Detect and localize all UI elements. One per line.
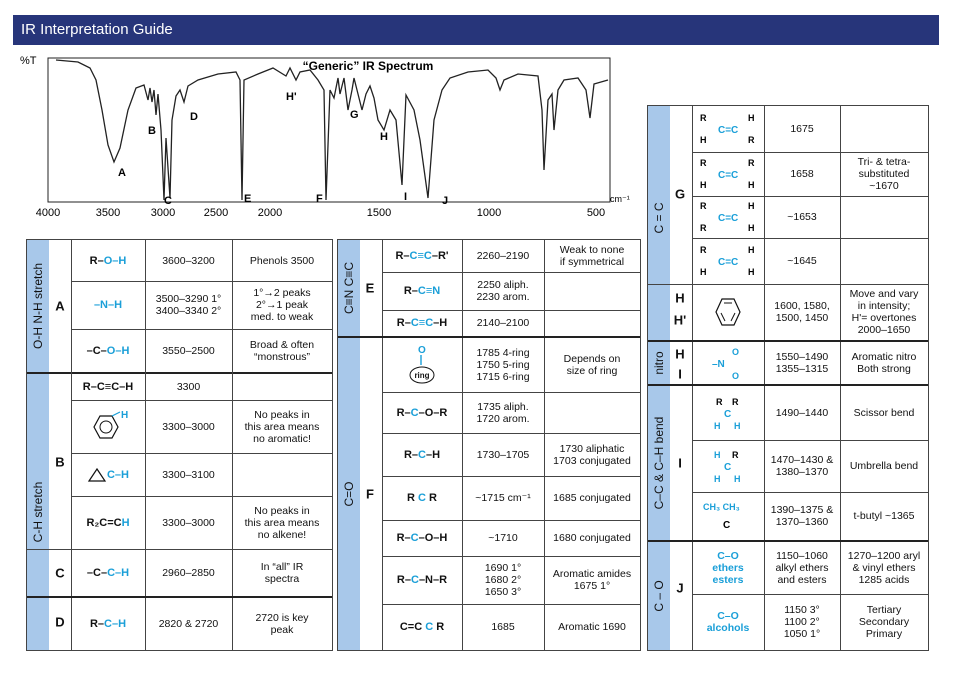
carbonyl-letter: F bbox=[366, 486, 374, 502]
range-amine: 3500–3290 1° 3400–3340 2° bbox=[155, 293, 222, 317]
svg-text:CH₃ CH₃: CH₃ CH₃ bbox=[703, 502, 740, 512]
benzene-icon bbox=[86, 410, 130, 444]
struct-amide: R– C –N–R bbox=[396, 574, 448, 586]
svg-text:H: H bbox=[748, 113, 755, 123]
triple-section-label: C≡N C≡C bbox=[342, 261, 356, 315]
umbrella-bend-icon bbox=[706, 446, 750, 486]
tick-2500: 2500 bbox=[203, 207, 229, 219]
struct-ester: R– C –O–R bbox=[396, 406, 448, 419]
alkene-icon bbox=[696, 111, 760, 147]
svg-text:R: R bbox=[748, 158, 755, 168]
peak-label-h-prime: H' bbox=[286, 91, 297, 103]
triple-letter: E bbox=[365, 280, 375, 296]
note-umbrella: Umbrella bend bbox=[849, 460, 919, 472]
svg-text:R: R bbox=[700, 245, 707, 255]
struct-cis-alkene bbox=[692, 238, 764, 284]
tick-3500: 3500 bbox=[95, 207, 121, 219]
tick-4000: 4000 bbox=[35, 207, 61, 219]
peak-label-c: C bbox=[164, 195, 172, 207]
struct-aromatic-ch bbox=[71, 400, 145, 453]
svg-text:H: H bbox=[121, 409, 129, 421]
tick-2000: 2000 bbox=[257, 207, 283, 219]
struct-ketone: R C R bbox=[407, 492, 437, 504]
struct-vinyl-ch: R₂C=C H bbox=[86, 516, 130, 529]
struct-nitro bbox=[692, 342, 764, 384]
panel-oh-ch bbox=[27, 240, 332, 650]
panel-triple-carbonyl bbox=[338, 240, 640, 650]
note-nitro: Aromatic nitro Both strong bbox=[851, 351, 917, 375]
alkene-letter-g: G bbox=[674, 186, 686, 202]
range-t-butyl: 1390–1375 & 1370–1360 bbox=[770, 504, 834, 528]
svg-text:H: H bbox=[714, 474, 721, 484]
peak-label-f: F bbox=[316, 193, 323, 205]
svg-text:C=C: C=C bbox=[718, 125, 739, 136]
struct-aldehyde-ch: R– C–H bbox=[89, 618, 127, 630]
ch-letter-b: B bbox=[55, 454, 65, 470]
svg-text:R: R bbox=[700, 201, 707, 211]
range-trans-alkene: 1675 bbox=[790, 123, 814, 135]
panel-alkene-nitro-bend-co bbox=[648, 106, 928, 650]
scissor-bend-icon bbox=[706, 393, 750, 433]
svg-text:H: H bbox=[748, 245, 755, 255]
struct-t-butyl bbox=[692, 492, 764, 540]
note-aromatic-ring: Move and vary in intensity; H'= overtones 2000–1650 bbox=[849, 288, 919, 336]
range-aldehyde-ch: 2820 & 2720 bbox=[158, 618, 219, 630]
peak-label-i: I bbox=[404, 191, 408, 203]
range-carboxylic-acid: 3550–2500 bbox=[162, 344, 215, 357]
page-title: IR Interpretation Guide bbox=[21, 21, 173, 38]
alkene-letter-h-prime: H' bbox=[673, 312, 687, 328]
note-alkyl-ch: In “all” IR spectra bbox=[260, 560, 304, 585]
struct-alkyl-ch: –C– C–H bbox=[86, 566, 130, 579]
alkene-icon bbox=[696, 156, 760, 192]
svg-text:H: H bbox=[700, 267, 707, 277]
nitro-section-label: nitro bbox=[652, 351, 666, 375]
range-terminal-alkyne: 3300 bbox=[176, 381, 201, 393]
cyclopropane-icon bbox=[87, 467, 107, 483]
note-vinyl-ch: No peaks in this area means no alkene! bbox=[244, 504, 320, 541]
range-ester: 1735 aliph. 1720 arom. bbox=[476, 400, 530, 425]
ir-spectrum bbox=[18, 50, 630, 230]
range-ethers-esters: 1150–1060 alkyl ethers and esters bbox=[775, 550, 829, 586]
range-aromatic-ch: 3300–3000 bbox=[162, 420, 215, 433]
svg-text:H: H bbox=[734, 474, 741, 484]
spectrum-unit: cm⁻¹ bbox=[610, 194, 630, 204]
note-ketone: 1685 conjugated bbox=[553, 492, 631, 504]
peak-label-h: H bbox=[380, 131, 388, 143]
spectrum-ylabel: %T bbox=[20, 55, 37, 67]
range-nitrile: 2250 aliph. 2230 arom. bbox=[476, 279, 530, 303]
alkene-section-label: C = C bbox=[652, 202, 666, 234]
note-cyclic-ketone: Depends on size of ring bbox=[563, 353, 621, 377]
svg-text:R: R bbox=[700, 223, 707, 233]
oh-section-label: O-H N-H stretch bbox=[31, 262, 45, 350]
oh-letter: A bbox=[55, 298, 65, 314]
note-scissor: Scissor bend bbox=[853, 407, 915, 419]
range-internal-alkyne: 2260–2190 bbox=[476, 250, 530, 262]
svg-text:R: R bbox=[732, 450, 739, 460]
range-cis-alkene: ~1645 bbox=[787, 255, 817, 267]
note-internal-alkyne: Weak to none if symmetrical bbox=[559, 244, 625, 268]
t-butyl-icon bbox=[701, 496, 755, 536]
peak-label-b: B bbox=[148, 125, 156, 137]
struct-geminal-alkene bbox=[692, 196, 764, 238]
ring-ketone-icon bbox=[402, 343, 442, 387]
nitro-icon bbox=[708, 345, 748, 381]
struct-trans-alkene bbox=[692, 106, 764, 152]
svg-text:C=C: C=C bbox=[718, 213, 739, 224]
struct-ethers-esters: C–O ethers esters bbox=[712, 550, 744, 586]
svg-text:H: H bbox=[734, 421, 741, 431]
svg-text:H: H bbox=[700, 180, 707, 190]
svg-text:–N: –N bbox=[712, 359, 725, 370]
peak-label-d: D bbox=[190, 111, 198, 123]
svg-text:ring: ring bbox=[414, 371, 430, 380]
alkene-icon bbox=[696, 243, 760, 279]
peak-label-a: A bbox=[118, 167, 126, 179]
note-alcohols: Tertiary Secondary Primary bbox=[858, 604, 910, 640]
struct-carboxylic-acid: –C– O–H bbox=[86, 344, 130, 357]
tick-1500: 1500 bbox=[366, 207, 392, 219]
svg-text:H: H bbox=[748, 201, 755, 211]
range-trisubstituted-alkene: 1658 bbox=[790, 168, 814, 180]
range-cyclopropane-ch: 3300–3100 bbox=[162, 468, 215, 481]
svg-text:O: O bbox=[418, 345, 426, 356]
title-bar bbox=[13, 15, 939, 45]
struct-alcohol: R– O–H bbox=[89, 254, 127, 267]
svg-text:H: H bbox=[714, 421, 721, 431]
svg-text:H: H bbox=[700, 135, 707, 145]
note-trisubstituted-alkene: Tri- & tetra- substituted ~1670 bbox=[857, 156, 911, 192]
range-umbrella: 1470–1430 & 1380–1370 bbox=[770, 454, 834, 478]
range-alkyl-ch: 2960–2850 bbox=[162, 566, 215, 579]
peak-label-e: E bbox=[244, 193, 252, 205]
struct-enone: C=C C R bbox=[399, 621, 445, 633]
tick-500: 500 bbox=[586, 207, 606, 219]
note-carboxylic-acid: Broad & often “monstrous” bbox=[249, 338, 315, 363]
range-enone: 1685 bbox=[491, 621, 515, 633]
svg-text:H: H bbox=[714, 450, 721, 460]
bend-section-label: C–C & C–H bend bbox=[652, 416, 666, 510]
svg-text:O: O bbox=[732, 347, 740, 357]
note-aldehyde-ch: 2720 is key peak bbox=[255, 612, 309, 636]
svg-text:R: R bbox=[700, 158, 707, 168]
alkene-icon bbox=[696, 199, 760, 235]
struct-aldehyde: R– C –H bbox=[403, 448, 441, 461]
range-aromatic-ring: 1600, 1580, 1500, 1450 bbox=[774, 300, 830, 324]
struct-aromatic-ring bbox=[692, 284, 764, 340]
bend-letter: I bbox=[678, 455, 682, 471]
svg-text:C: C bbox=[724, 462, 732, 473]
note-aromatic-ch: No peaks in this area means no aromatic! bbox=[244, 408, 320, 445]
svg-text:R: R bbox=[732, 397, 739, 407]
ch-letter-c: C bbox=[55, 565, 65, 581]
svg-text:C=C: C=C bbox=[718, 257, 739, 268]
svg-text:H: H bbox=[748, 223, 755, 233]
spectrum-trace bbox=[56, 60, 608, 200]
range-nitro: 1550–1490 1355–1315 bbox=[775, 351, 829, 375]
alkene-letter-h: H bbox=[675, 290, 685, 306]
range-alcohols: 1150 3° 1100 2° 1050 1° bbox=[783, 604, 821, 640]
note-t-butyl: t-butyl ~1365 bbox=[853, 510, 915, 522]
struct-carboxylic-acid-co: R– C –O–H bbox=[396, 532, 448, 544]
struct-trisubstituted-alkene bbox=[692, 152, 764, 196]
tick-3000: 3000 bbox=[150, 207, 176, 219]
range-cyclic-ketone: 1785 4-ring 1750 5-ring 1715 6-ring bbox=[476, 347, 530, 383]
carbonyl-section-label: C=O bbox=[342, 481, 356, 507]
svg-text:R: R bbox=[716, 397, 723, 407]
struct-internal-alkyne: R– C≡C –R' bbox=[395, 250, 449, 262]
svg-text:C: C bbox=[724, 409, 732, 420]
range-carboxylic-acid-co: ~1710 bbox=[488, 532, 518, 544]
svg-text:R: R bbox=[748, 135, 755, 145]
svg-text:C: C bbox=[723, 520, 731, 531]
note-amine: 1°→2 peaks 2°→1 peak med. to weak bbox=[250, 287, 314, 323]
range-geminal-alkene: ~1653 bbox=[787, 211, 817, 223]
peak-label-j: J bbox=[442, 195, 449, 207]
struct-amine: –N–H bbox=[93, 299, 123, 311]
svg-text:O: O bbox=[732, 371, 740, 381]
struct-terminal-alkyne-cc: R– C≡C –H bbox=[396, 317, 448, 329]
note-enone: Aromatic 1690 bbox=[558, 621, 626, 633]
struct-nitrile: R– C≡N bbox=[403, 285, 441, 297]
range-terminal-alkyne-cc: 2140–2100 bbox=[476, 317, 530, 329]
co-section-label: C – O bbox=[652, 580, 666, 612]
nitro-letter-i: I bbox=[678, 366, 682, 382]
struct-alcohols: C–O alcohols bbox=[706, 610, 750, 634]
spectrum-title: “Generic” IR Spectrum bbox=[302, 59, 434, 73]
peak-label-g: G bbox=[350, 109, 359, 121]
svg-text:C=C: C=C bbox=[718, 170, 739, 181]
range-alcohol: 3600–3200 bbox=[162, 254, 215, 267]
svg-text:H: H bbox=[748, 267, 755, 277]
benzene-icon bbox=[713, 296, 743, 328]
struct-scissor bbox=[692, 386, 764, 440]
tick-1000: 1000 bbox=[476, 207, 502, 219]
nitro-letter-h: H bbox=[675, 346, 685, 362]
ch-letter-d: D bbox=[55, 614, 65, 630]
x-ticks bbox=[36, 207, 605, 219]
range-aldehyde: 1730–1705 bbox=[476, 448, 530, 461]
note-carboxylic-acid-co: 1680 conjugated bbox=[553, 532, 631, 544]
struct-cyclopropane-ch: C–H bbox=[71, 453, 145, 496]
range-vinyl-ch: 3300–3000 bbox=[162, 516, 215, 529]
note-alcohol: Phenols 3500 bbox=[249, 254, 315, 267]
note-aldehyde: 1730 aliphatic 1703 conjugated bbox=[553, 442, 631, 467]
svg-text:H: H bbox=[748, 180, 755, 190]
range-scissor: 1490–1440 bbox=[775, 407, 829, 419]
note-ethers-esters: 1270–1200 aryl & vinyl ethers 1285 acids bbox=[847, 550, 921, 586]
range-amide: 1690 1° 1680 2° 1650 3° bbox=[484, 562, 522, 598]
co-letter: J bbox=[676, 580, 684, 596]
struct-cyclic-ketone bbox=[382, 338, 462, 392]
struct-terminal-alkyne: R–C≡C–H bbox=[82, 381, 134, 393]
range-ketone: ~1715 cm⁻¹ bbox=[475, 492, 531, 504]
note-amide: Aromatic amides 1675 1° bbox=[552, 568, 632, 592]
ch-section-label: C-H stretch bbox=[31, 481, 45, 543]
struct-umbrella bbox=[692, 440, 764, 492]
svg-text:R: R bbox=[700, 113, 707, 123]
